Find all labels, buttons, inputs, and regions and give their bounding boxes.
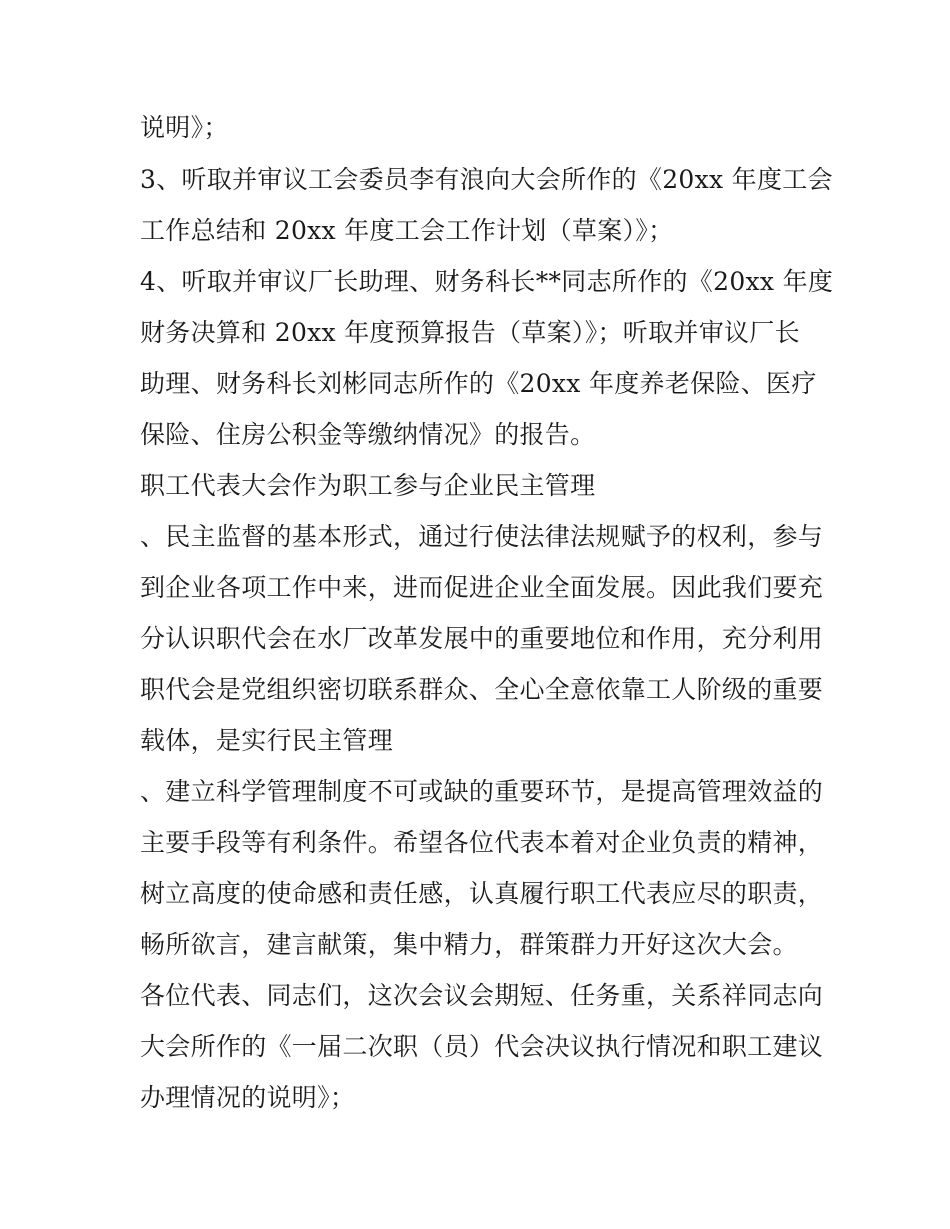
text-line-8: 职工代表大会作为职工参与企业民主管理	[140, 471, 596, 500]
text-line-5: 财务决算和 20xx 年度预算报告（草案）》；听取并审议厂长	[140, 318, 800, 347]
text-line-15: 主要手段等有利条件。希望各位代表本着对企业负责的精神，	[140, 828, 824, 857]
text-line-11: 分认识职代会在水厂改革发展中的重要地位和作用，充分利用	[140, 624, 824, 653]
text-line-18: 各位代表、同志们，这次会议会期短、任务重，关系祥同志向	[140, 981, 824, 1010]
text-line-9: 、民主监督的基本形式，通过行使法律法规赋予的权利，参与	[140, 522, 824, 551]
text-line-10: 到企业各项工作中来，进而促进企业全面发展。因此我们要充	[140, 573, 824, 602]
text-line-6: 助理、财务科长刘彬同志所作的《20xx 年度养老保险、医疗	[140, 369, 817, 398]
text-line-20: 办理情况的说明》；	[140, 1083, 356, 1112]
text-line-16: 树立高度的使命感和责任感，认真履行职工代表应尽的职责，	[140, 879, 824, 908]
text-line-12: 职代会是党组织密切联系群众、全心全意依靠工人阶级的重要	[140, 675, 824, 704]
text-line-1: 说明》；	[140, 113, 229, 142]
text-line-14: 、建立科学管理制度不可或缺的重要环节，是提高管理效益的	[140, 777, 824, 806]
text-line-4: 4、听取并审议厂长助理、财务科长**同志所作的《20xx 年度	[140, 267, 834, 296]
text-line-17: 畅所欲言，建言献策，集中精力，群策群力开好这次大会。	[140, 930, 798, 959]
text-line-3: 工作总结和 20xx 年度工会工作计划（草案）》；	[140, 216, 674, 245]
text-line-13: 载体，是实行民主管理	[140, 726, 394, 755]
text-line-2: 3、听取并审议工会委员李有浪向大会所作的《20xx 年度工会	[140, 165, 833, 194]
text-line-7: 保险、住房公积金等缴纳情况》的报告。	[140, 420, 596, 449]
text-line-19: 大会所作的《一届二次职（员）代会决议执行情况和职工建议	[140, 1032, 824, 1061]
